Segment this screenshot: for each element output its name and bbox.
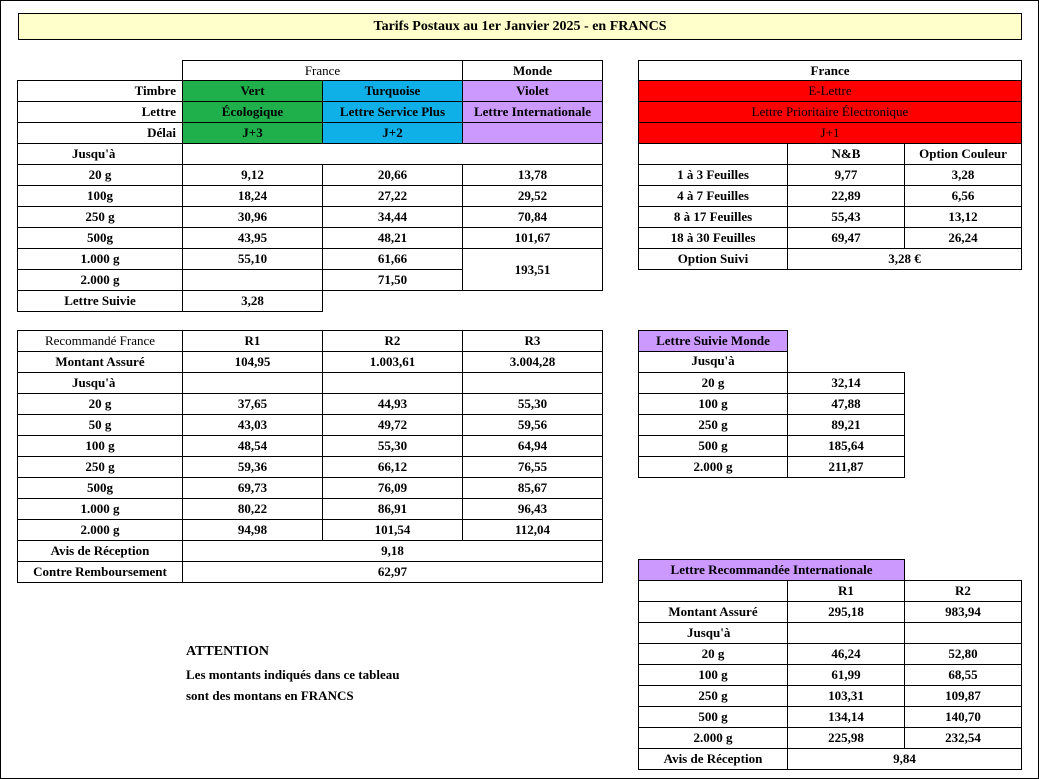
lettres-weight: 20 g <box>17 164 183 186</box>
recommandee-int-col-r2: R2 <box>904 580 1022 602</box>
lettres-weight: 1.000 g <box>17 248 183 270</box>
recommande-value: 55,30 <box>322 435 463 457</box>
suivie-monde-value: 47,88 <box>787 393 905 415</box>
attention-line-2: sont des montans en FRANCS <box>186 688 354 703</box>
montant-assure-r1: 104,95 <box>182 351 323 373</box>
lettres-turquoise-value: 27,22 <box>322 185 463 207</box>
recommande-value: 69,73 <box>182 477 323 499</box>
contre-remboursement-value: 62,97 <box>182 561 603 583</box>
lettres-jusqua-blank <box>182 143 603 165</box>
lettre-service-plus: Lettre Service Plus <box>322 101 463 123</box>
elettre-couleur-value: 26,24 <box>904 227 1022 249</box>
lettre-label: Lettre <box>17 101 183 123</box>
lettres-france-header: France <box>182 60 463 81</box>
lettres-jusqua-label: Jusqu'à <box>17 143 183 165</box>
lettres-vert-value: 30,96 <box>182 206 323 228</box>
recommandee-int-weight: 100 g <box>638 664 788 686</box>
recommandee-int-value: 68,55 <box>904 664 1022 686</box>
timbre-vert: Vert <box>182 80 323 102</box>
recommandee-int-col-r1: R1 <box>787 580 905 602</box>
recommande-value: 85,67 <box>462 477 603 499</box>
suivie-monde-header: Lettre Suivie Monde <box>638 330 788 352</box>
lettres-monde-value: 70,84 <box>462 206 603 228</box>
elettre-couleur-value: 6,56 <box>904 185 1022 207</box>
delai-turquoise: J+2 <box>322 122 463 144</box>
recommande-value: 48,54 <box>182 435 323 457</box>
elettre-row-label: 18 à 30 Feuilles <box>638 227 788 249</box>
attention-heading: ATTENTION <box>186 644 269 659</box>
avis-reception-label: Avis de Réception <box>17 540 183 562</box>
recommande-value: 76,09 <box>322 477 463 499</box>
lettres-turquoise-value: 48,21 <box>322 227 463 249</box>
recommande-value: 64,94 <box>462 435 603 457</box>
recommandee-int-montant-label: Montant Assuré <box>638 601 788 623</box>
recommande-value: 44,93 <box>322 393 463 415</box>
lettres-vert-value: 18,24 <box>182 185 323 207</box>
recommandee-int-montant-r1: 295,18 <box>787 601 905 623</box>
recommande-value: 112,04 <box>462 519 603 541</box>
elettre-blank-header <box>638 143 788 165</box>
recommandee-int-value: 46,24 <box>787 643 905 665</box>
recommande-jusqua-label: Jusqu'à <box>17 372 183 394</box>
recommandee-int-weight: 20 g <box>638 643 788 665</box>
recommande-jusqua-blank <box>182 372 323 394</box>
option-suivi-label: Option Suivi <box>638 248 788 270</box>
lettres-vert-value: 55,10 <box>182 248 323 270</box>
lettre-suivie-label: Lettre Suivie <box>17 290 183 312</box>
lettres-monde-value: 13,78 <box>462 164 603 186</box>
elettre-couleur-value: 13,12 <box>904 206 1022 228</box>
elettre-nb-value: 22,89 <box>787 185 905 207</box>
page-title: Tarifs Postaux au 1er Janvier 2025 - en FRANCS <box>18 13 1022 40</box>
lettres-weight: 500g <box>17 227 183 249</box>
recommandee-int-weight: 250 g <box>638 685 788 707</box>
delai-vert: J+3 <box>182 122 323 144</box>
recommandee-int-jusqua-blank <box>904 622 1022 644</box>
lettres-turquoise-value: 61,66 <box>322 248 463 270</box>
timbre-label: Timbre <box>17 80 183 102</box>
attention-line-1: Les montants indiqués dans ce tableau <box>186 667 400 682</box>
lettres-vert-value: 43,95 <box>182 227 323 249</box>
suivie-monde-jusqua-underline <box>787 351 905 373</box>
recommande-value: 49,72 <box>322 414 463 436</box>
lettres-weight: 250 g <box>17 206 183 228</box>
suivie-monde-value: 211,87 <box>787 456 905 478</box>
recommande-col-r2: R2 <box>322 330 463 352</box>
lettres-weight: 2.000 g <box>17 269 183 291</box>
recommande-jusqua-blank <box>322 372 463 394</box>
recommande-value: 37,65 <box>182 393 323 415</box>
recommande-jusqua-blank <box>462 372 603 394</box>
elettre-delai: J+1 <box>638 122 1022 144</box>
recommandee-int-jusqua-label: Jusqu'à <box>638 622 788 644</box>
delai-violet <box>462 122 603 144</box>
recommandee-int-avis-value: 9,84 <box>787 748 1022 770</box>
elettre-couleur-value: 3,28 <box>904 164 1022 186</box>
elettre-france-header: France <box>638 60 1022 81</box>
lettres-monde-header: Monde <box>462 60 603 81</box>
recommandee-int-value: 225,98 <box>787 727 905 749</box>
lettres-monde-value: 101,67 <box>462 227 603 249</box>
recommande-value: 96,43 <box>462 498 603 520</box>
elettre-col-nb: N&B <box>787 143 905 165</box>
suivie-monde-weight: 20 g <box>638 372 788 394</box>
recommande-value: 94,98 <box>182 519 323 541</box>
lettre-suivie-value: 3,28 <box>182 290 323 312</box>
elettre-lettre: Lettre Prioritaire Électronique <box>638 101 1022 123</box>
recommande-value: 55,30 <box>462 393 603 415</box>
lettres-weight: 100g <box>17 185 183 207</box>
recommandee-int-value: 52,80 <box>904 643 1022 665</box>
recommandee-int-value: 140,70 <box>904 706 1022 728</box>
recommandee-int-montant-r2: 983,94 <box>904 601 1022 623</box>
lettres-vert-value: 9,12 <box>182 164 323 186</box>
avis-reception-value: 9,18 <box>182 540 603 562</box>
recommande-value: 43,03 <box>182 414 323 436</box>
elettre-nb-value: 69,47 <box>787 227 905 249</box>
suivie-monde-value: 89,21 <box>787 414 905 436</box>
recommande-weight: 100 g <box>17 435 183 457</box>
suivie-monde-weight: 500 g <box>638 435 788 457</box>
option-suivi-value: 3,28 € <box>787 248 1022 270</box>
suivie-monde-value: 185,64 <box>787 435 905 457</box>
recommandee-int-value: 109,87 <box>904 685 1022 707</box>
contre-remboursement-label: Contre Remboursement <box>17 561 183 583</box>
suivie-monde-weight: 2.000 g <box>638 456 788 478</box>
recommande-weight: 500g <box>17 477 183 499</box>
lettres-turquoise-value: 71,50 <box>322 269 463 291</box>
lettres-monde-value-merged: 193,51 <box>462 248 603 291</box>
recommandee-int-avis-label: Avis de Réception <box>638 748 788 770</box>
recommande-col-r1: R1 <box>182 330 323 352</box>
recommande-weight: 50 g <box>17 414 183 436</box>
recommandee-int-jusqua-blank <box>787 622 905 644</box>
recommande-header: Recommandé France <box>17 330 183 352</box>
recommandee-int-value: 103,31 <box>787 685 905 707</box>
delai-label: Délai <box>17 122 183 144</box>
suivie-monde-jusqua-label: Jusqu'à <box>638 351 788 373</box>
recommande-col-r3: R3 <box>462 330 603 352</box>
lettre-internationale: Lettre Internationale <box>462 101 603 123</box>
timbre-turquoise: Turquoise <box>322 80 463 102</box>
elettre-col-couleur: Option Couleur <box>904 143 1022 165</box>
recommande-weight: 250 g <box>17 456 183 478</box>
suivie-monde-weight: 250 g <box>638 414 788 436</box>
elettre-nb-value: 55,43 <box>787 206 905 228</box>
recommande-value: 76,55 <box>462 456 603 478</box>
lettres-turquoise-value: 20,66 <box>322 164 463 186</box>
recommande-value: 86,91 <box>322 498 463 520</box>
recommandee-int-header: Lettre Recommandée Internationale <box>638 559 905 581</box>
elettre-row-label: 8 à 17 Feuilles <box>638 206 788 228</box>
lettres-monde-value: 29,52 <box>462 185 603 207</box>
recommande-value: 66,12 <box>322 456 463 478</box>
elettre-timbre: E-Lettre <box>638 80 1022 102</box>
elettre-nb-value: 9,77 <box>787 164 905 186</box>
montant-assure-r2: 1.003,61 <box>322 351 463 373</box>
suivie-monde-weight: 100 g <box>638 393 788 415</box>
recommandee-int-weight: 2.000 g <box>638 727 788 749</box>
recommande-value: 101,54 <box>322 519 463 541</box>
suivie-monde-value: 32,14 <box>787 372 905 394</box>
recommandee-int-value: 232,54 <box>904 727 1022 749</box>
recommande-weight: 2.000 g <box>17 519 183 541</box>
montant-assure-r3: 3.004,28 <box>462 351 603 373</box>
recommandee-int-value: 61,99 <box>787 664 905 686</box>
recommandee-int-blank-header <box>638 580 788 602</box>
timbre-violet: Violet <box>462 80 603 102</box>
elettre-row-label: 1 à 3 Feuilles <box>638 164 788 186</box>
recommandee-int-weight: 500 g <box>638 706 788 728</box>
recommandee-int-value: 134,14 <box>787 706 905 728</box>
montant-assure-label: Montant Assuré <box>17 351 183 373</box>
recommande-weight: 1.000 g <box>17 498 183 520</box>
lettres-vert-value <box>182 269 323 291</box>
recommande-weight: 20 g <box>17 393 183 415</box>
lettre-ecologique: Écologique <box>182 101 323 123</box>
recommande-value: 59,36 <box>182 456 323 478</box>
lettres-turquoise-value: 34,44 <box>322 206 463 228</box>
elettre-row-label: 4 à 7 Feuilles <box>638 185 788 207</box>
recommande-value: 59,56 <box>462 414 603 436</box>
recommande-value: 80,22 <box>182 498 323 520</box>
